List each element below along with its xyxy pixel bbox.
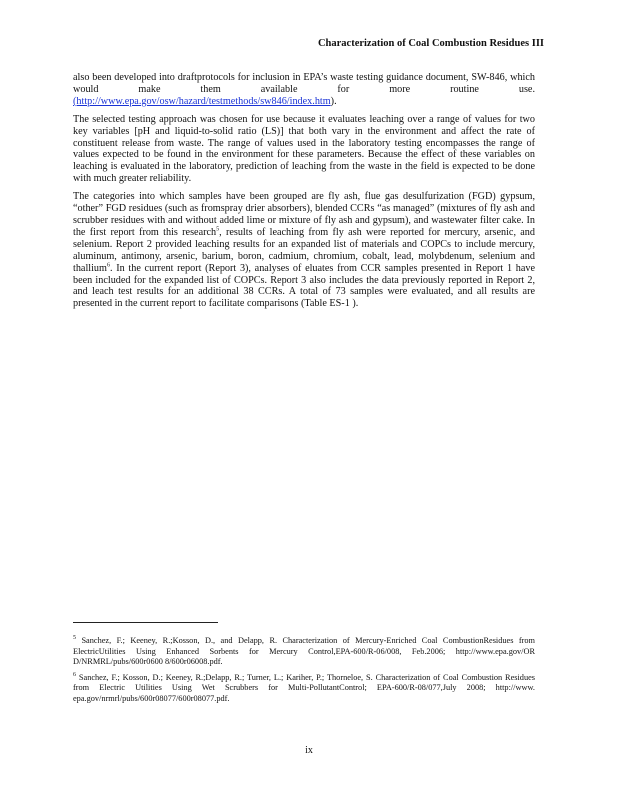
paragraph-3-part-b: , results of leaching from fly ash were reported for mercury, arsenic, and selenium. Report 2 provided leaching results for an expanded list of materials and COPCs to include mercury, aluminum, antimony, arsenic, barium, boron, cadmium, chromium, cobalt, lead, molybdenum, selenium and thallium [73, 226, 535, 274]
paragraph-2: The selected testing approach was chosen for use because it evaluates leaching over a range of values for two key variables [pH and liquid-to-solid ratio (LS)] that both vary in the environment and affect the rate of constituent release from waste. The range of values used in the laboratory testing encompasses the range of values expected to be found in the environment for these parameters. Because the effect of these variables on leaching is evaluated in the laboratory, prediction of leaching from the waste in the field is expected to be done with much greater reliability. [73, 113, 535, 185]
footnote-6-text: Sanchez, F.; Kosson, D.; Keeney, R.;Delapp, R.; Turner, L.; Kariher, P.; Thorneloe, S. Characterization of Coal Combustion Residues from Electric Utilities Using Wet Scrubbers for Multi-PollutantControl; EPA-600/R-08/077,July 2008; http://www. epa.gov/nrmrl/pubs/600r08077/600r08077.pdf. [73, 672, 535, 703]
paragraph-3 [73, 191, 535, 310]
page-number: ix [305, 745, 313, 756]
paragraph-1-text: also been developed into draftprotocols for inclusion in EPA’s waste testing guidance document, SW-846, which would make them available for more routine use. [73, 72, 535, 95]
body-text [73, 72, 535, 316]
footnote-ref-5[interactable]: 5 [216, 226, 220, 233]
footnote-5-number: 5 [73, 635, 76, 642]
paragraph-3-part-a: The categories into which samples have been grouped are fly ash, flue gas desulfurization (FGD) gypsum, “other” FGD residues (such as fromspray drier absorbers), blended CCRs “as managed” (mixtures of fly ash and scrubber residues with and without added lime or mixture of fly ash and gypsum), and wastewater filter cake. In the first report from this research [73, 191, 535, 238]
footnote-5 [73, 636, 535, 668]
footnote-separator [73, 622, 218, 623]
running-header: Characterization of Coal Combustion Residues III [317, 38, 544, 49]
paragraph-1-link-end: ). [330, 95, 337, 107]
footnote-6 [73, 673, 535, 705]
footnotes [73, 636, 535, 710]
paragraph-3-part-c: . In the current report (Report 3), analyses of eluates from CCR samples presented in Report 1 have been included for the expanded list of COPCs. Report 3 also includes the data previously reported in Report 2, and leach test results for an additional 38 CCRs. A total of 73 samples were evaluated, and all results are presented in the current report to facilitate comparisons (Table ES-1 ). [73, 262, 535, 310]
footnote-5-text: Sanchez, F.; Keeney, R.;Kosson, D., and Delapp, R. Characterization of Mercury-Enriched Coal CombustionResidues from ElectricUtilities Using Enhanced Sorbents for Mercury Control,EPA-600/R-06/008, Feb.2006; http://www.epa.gov/OR D/NRMRL/pubs/600r0600 8/600r06008.pdf. [73, 636, 535, 667]
footnote-6-number: 6 [73, 672, 76, 679]
sw846-link[interactable]: (http://www.epa.gov/osw/hazard/testmethods/sw846/index.htm [73, 95, 331, 107]
footnote-ref-6[interactable]: 6 [106, 262, 110, 269]
paragraph-1 [73, 72, 535, 108]
